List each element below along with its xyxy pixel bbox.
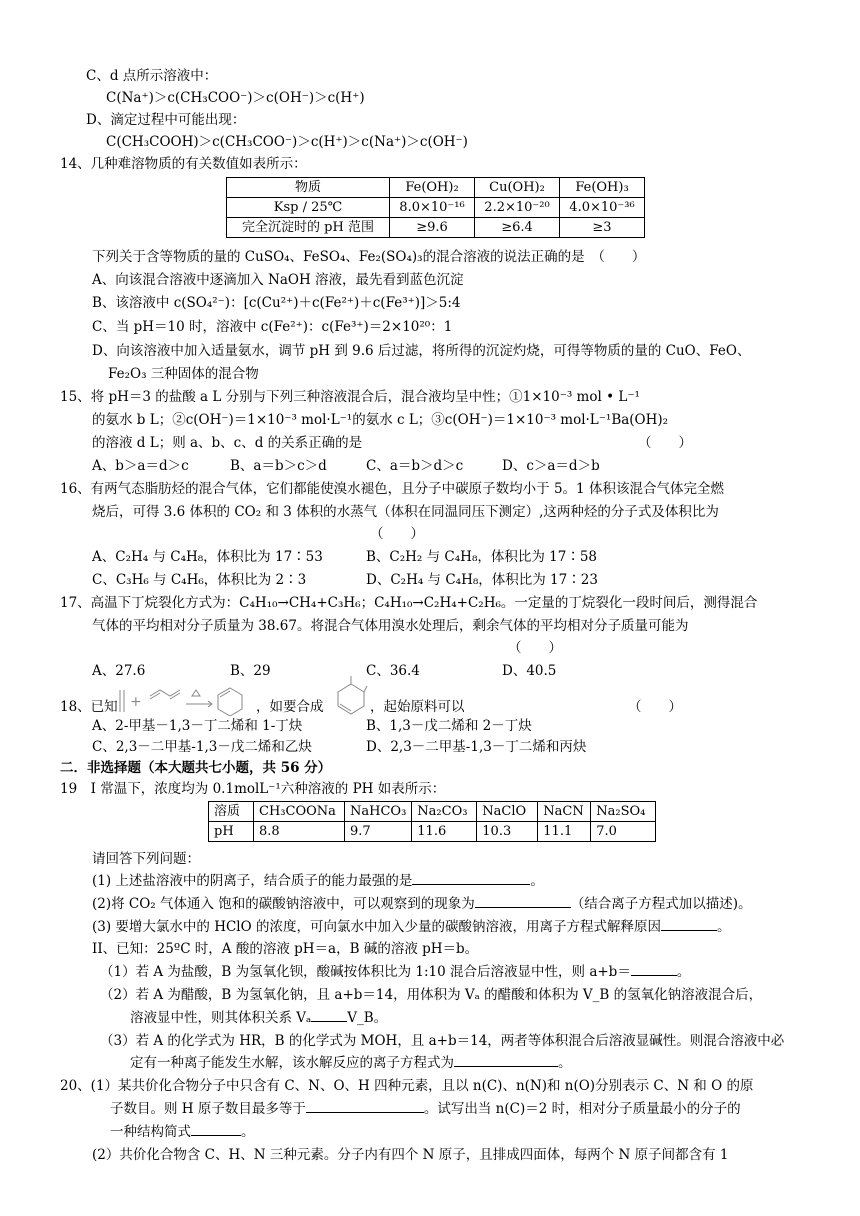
answer-blank[interactable]: [412, 872, 530, 885]
q20-line2-text: 子数目。则 H 原子数目最多等于: [110, 1101, 306, 1117]
q13-option-d-expr: C(CH₃COOH)＞c(CH₃COO⁻)＞c(H⁺)＞c(Na⁺)＞c(OH⁻): [106, 134, 468, 150]
q19-part2-end: （结合离子方程式加以描述)。: [570, 896, 752, 912]
q18-option-a: A、2-甲基－1,3－丁二烯和 1-丁炔: [92, 718, 303, 734]
q13-option-d-label: D、滴定过程中可能出现：: [86, 112, 246, 128]
q16-option-a: A、C₂H₄ 与 C₄H₈，体积比为 17∶53: [92, 549, 323, 565]
q19-ii-part3-line1: （3）若 A 的化学式为 HR，B 的化学式为 MOH，且 a+b＝14，两者等体积混合后溶液显碱性。则混合溶液中必: [100, 1033, 785, 1049]
table-cell: pH: [209, 822, 254, 842]
table-cell: ≥3: [560, 218, 645, 238]
q19-stem: 19 I 常温下，浓度均为 0.1molL⁻¹六种溶液的 PH 如表所示：: [60, 781, 446, 797]
q15-line2: 的氨水 b L；②c(OH⁻)＝1×10⁻³ mol·L⁻¹的氨水 c L；③c(OH⁻)＝1×10⁻³ mol·L⁻¹Ba(OH)₂: [92, 412, 669, 428]
q20-line3-text: 一种结构简式: [110, 1124, 191, 1140]
table-cell: ≥6.4: [475, 218, 560, 238]
q19-ii-part3-end: 。: [558, 1055, 572, 1071]
q15-line3: 的溶液 d L；则 a、b、c、d 的关系正确的是: [92, 435, 363, 451]
q14-ksp-table: [226, 177, 645, 238]
q19-ii-part1: [100, 963, 690, 981]
table-cell: 4.0×10⁻³⁶: [560, 198, 645, 218]
q16-option-b: B、C₂H₂ 与 C₄H₈，体积比为 17∶58: [366, 549, 598, 565]
table-cell: Na₂SO₄: [591, 802, 656, 822]
q20-line2-end: 。试写出当 n(C)＝2 时，相对分子质量最小的分子的: [423, 1101, 741, 1117]
answer-blank[interactable]: [306, 1100, 424, 1113]
q19-ph-table: [208, 801, 656, 842]
table-header: 物质: [227, 178, 390, 198]
q17-line1: 17、高温下丁烷裂化方式为：C₄H₁₀→CH₄+C₃H₆；C₄H₁₀→C₂H₄+C₂H₆。一定量的丁烷裂化一段时间后，测得混合: [60, 595, 758, 611]
table-cell: Ksp / 25℃: [227, 198, 390, 218]
q18-post: ，起始原料可以: [370, 699, 465, 715]
table-cell: 7.0: [591, 822, 656, 842]
table-header: Fe(OH)₃: [560, 178, 645, 198]
q19-ii-part2-line1: （2）若 A 为醋酸，B 为氢氧化钠，且 a+b＝14，用体积为 Vₐ 的醋酸和体积为 V_B 的氢氧化钠溶液混合后，: [100, 987, 763, 1003]
table-cell: 2.2×10⁻²⁰: [475, 198, 560, 218]
table-cell: ≥9.6: [390, 218, 475, 238]
q19-ii-part3-line2: [130, 1054, 572, 1072]
q16-option-d: D、C₂H₄ 与 C₄H₈，体积比为 17∶23: [366, 572, 598, 588]
q14-option-a: A、向该混合溶液中逐滴加入 NaOH 溶液，最先看到蓝色沉淀: [92, 272, 464, 288]
table-cell: NaClO: [477, 802, 538, 822]
q20-line2: [110, 1100, 741, 1118]
q19-ii-part3-text: 定有一种离子能发生水解，该水解反应的离子方程式为: [130, 1055, 454, 1071]
table-cell: 8.0×10⁻¹⁶: [390, 198, 475, 218]
q19-section-ii: II、已知：25ºC 时，A 酸的溶液 pH＝a，B 碱的溶液 pH＝b。: [92, 941, 479, 957]
q19-ii-part1-end: 。: [676, 964, 691, 980]
q18-option-d: D、2,3－二甲基-1,3－丁二烯和丙炔: [366, 739, 587, 755]
q17-option-b: B、29: [230, 663, 271, 679]
q14-question: 下列关于含等物质的量的 CuSO₄、FeSO₄、Fe₂(SO₄)₃的混合溶液的说法正确的是 （ ）: [92, 249, 646, 265]
q16-answer-paren: （ ）: [370, 526, 424, 542]
q14-option-d-line1: D、向该溶液中加入适量氨水，调节 pH 到 9.6 后过滤，将所得的沉淀灼烧，可得等物质的量的 CuO、FeO、: [92, 343, 751, 359]
table-header: Cu(OH)₂: [475, 178, 560, 198]
q14-option-c: C、当 pH＝10 时，溶液中 c(Fe²⁺)：c(Fe³⁺)＝2×10²⁰：1: [92, 319, 453, 335]
q15-option-b: B、a＝b＞c＞d: [230, 458, 327, 474]
q16-line2: 烧后，可得 3.6 体积的 CO₂ 和 3 体积的水蒸气（体积在同温同压下测定）,这两种烃的分子式及体积比为: [92, 504, 719, 520]
q14-option-d-line2: Fe₂O₃ 三种固体的混合物: [108, 366, 259, 382]
table-cell: 溶质: [209, 802, 254, 822]
answer-blank[interactable]: [631, 963, 677, 976]
table-cell: 11.6: [412, 822, 477, 842]
q19-ask: 请回答下列问题：: [92, 851, 200, 867]
q20-line4: (2）共价化合物含 C、H、N 三种元素。分子内有四个 N 原子，且排成四面体，每两个 N 原子间都含有 1: [92, 1147, 729, 1163]
q15-line1: 15、将 pH＝3 的盐酸 a L 分别与下列三种溶液混合后，混合液均呈中性；①1×10⁻³ mol • L⁻¹: [60, 389, 640, 405]
q19-part2-text: (2)将 CO₂ 气体通入 饱和的碳酸钠溶液中，可以观察到的现象为: [92, 896, 475, 912]
answer-blank[interactable]: [191, 1123, 241, 1136]
q13-option-c-label: C、d 点所示溶液中：: [86, 68, 218, 84]
q15-option-c: C、a＝b＞d＞c: [366, 458, 464, 474]
q18-option-c: C、2,3－二甲基-1,3－戊二烯和乙炔: [92, 739, 312, 755]
svg-text:+: +: [130, 694, 142, 710]
q16-line1: 16、有两气态脂肪烃的混合气体，它们都能使溴水褪色，且分子中碳原子数均小于 5。1 体积该混合气体完全燃: [60, 481, 724, 497]
table-cell: 10.3: [477, 822, 538, 842]
q15-answer-paren: （ ）: [638, 435, 692, 451]
table-cell: CH₃COONa: [254, 802, 345, 822]
q19-ii-part2-line2: [130, 1009, 387, 1027]
q20-line3-end: 。: [241, 1124, 255, 1140]
q19-ii-part2-end: V_B。: [347, 1010, 388, 1026]
table-cell: 完全沉淀时的 pH 范围: [227, 218, 390, 238]
table-cell: Na₂CO₃: [412, 802, 477, 822]
q19-part3-text: (3) 要增大氯水中的 HClO 的浓度，可向氯水中加入少量的碳酸钠溶液，用离子方程式解释原因: [92, 919, 661, 935]
q15-option-a: A、b＞a＝d＞c: [92, 458, 189, 474]
q14-option-b: B、该溶液中 c(SO₄²⁻)：[c(Cu²⁺)＋c(Fe²⁺)＋c(Fe³⁺)]＞5:4: [92, 295, 461, 311]
q14-stem: 14、几种难溶物质的有关数值如表所示：: [60, 156, 307, 172]
table-cell: 8.8: [254, 822, 345, 842]
answer-blank[interactable]: [475, 895, 571, 908]
q17-option-a: A、27.6: [92, 663, 146, 679]
q17-option-c: C、36.4: [366, 663, 420, 679]
q17-option-d: D、40.5: [502, 663, 557, 679]
answer-blank[interactable]: [311, 1009, 347, 1022]
q20-line3: [110, 1123, 255, 1141]
q19-part3: [92, 918, 730, 936]
q19-ii-part1-text: （1）若 A 为盐酸，B 为氢氧化钡，酸碱按体积比为 1:10 混合后溶液显中性，则 a+b＝: [100, 964, 631, 980]
table-cell: NaHCO₃: [345, 802, 412, 822]
q19-part1: [92, 872, 544, 890]
q13-option-c-expr: C(Na⁺)＞c(CH₃COO⁻)＞c(OH⁻)＞c(H⁺): [106, 90, 365, 106]
answer-blank[interactable]: [661, 918, 717, 931]
q18-mid: ，如要合成: [256, 699, 324, 715]
q19-ii-part2-text: 溶液显中性，则其体积关系 Vₐ: [130, 1010, 312, 1026]
q17-answer-paren: （ ）: [508, 640, 562, 656]
table-header: Fe(OH)₂: [390, 178, 475, 198]
q15-option-d: D、c＞a＝d＞b: [502, 458, 600, 474]
q18-pre: 18、已知: [60, 699, 118, 715]
q19-part1-end: 。: [530, 873, 544, 889]
q19-part3-end: 。: [716, 919, 731, 935]
section-heading: 二．非选择题（本大题共七小题，共 56 分）: [60, 760, 332, 776]
q18-answer-paren: （ ）: [628, 699, 682, 715]
table-cell: 11.1: [538, 822, 591, 842]
table-cell: 9.7: [345, 822, 412, 842]
q20-line1: 20、(1）某共价化合物分子中只含有 C、N、O、H 四种元素，且以 n(C)、n(N)和 n(O)分别表示 C、N 和 O 的原: [60, 1078, 754, 1094]
q17-line2: 气体的平均相对分子质量为 38.67。将混合气体用溴水处理后，剩余气体的平均相对分子质量可能为: [92, 618, 689, 634]
q16-option-c: C、C₃H₆ 与 C₄H₆，体积比为 2∶3: [92, 572, 307, 588]
diels-alder-scheme-image: [116, 684, 248, 716]
q18-option-b: B、1,3－戊二烯和 2－丁炔: [366, 718, 532, 734]
q19-part1-text: (1) 上述盐溶液中的阴离子，结合质子的能力最强的是: [92, 873, 413, 889]
table-cell: NaCN: [538, 802, 591, 822]
answer-blank[interactable]: [454, 1054, 558, 1067]
q19-part2: [92, 895, 752, 913]
target-molecule-image: [334, 674, 368, 718]
